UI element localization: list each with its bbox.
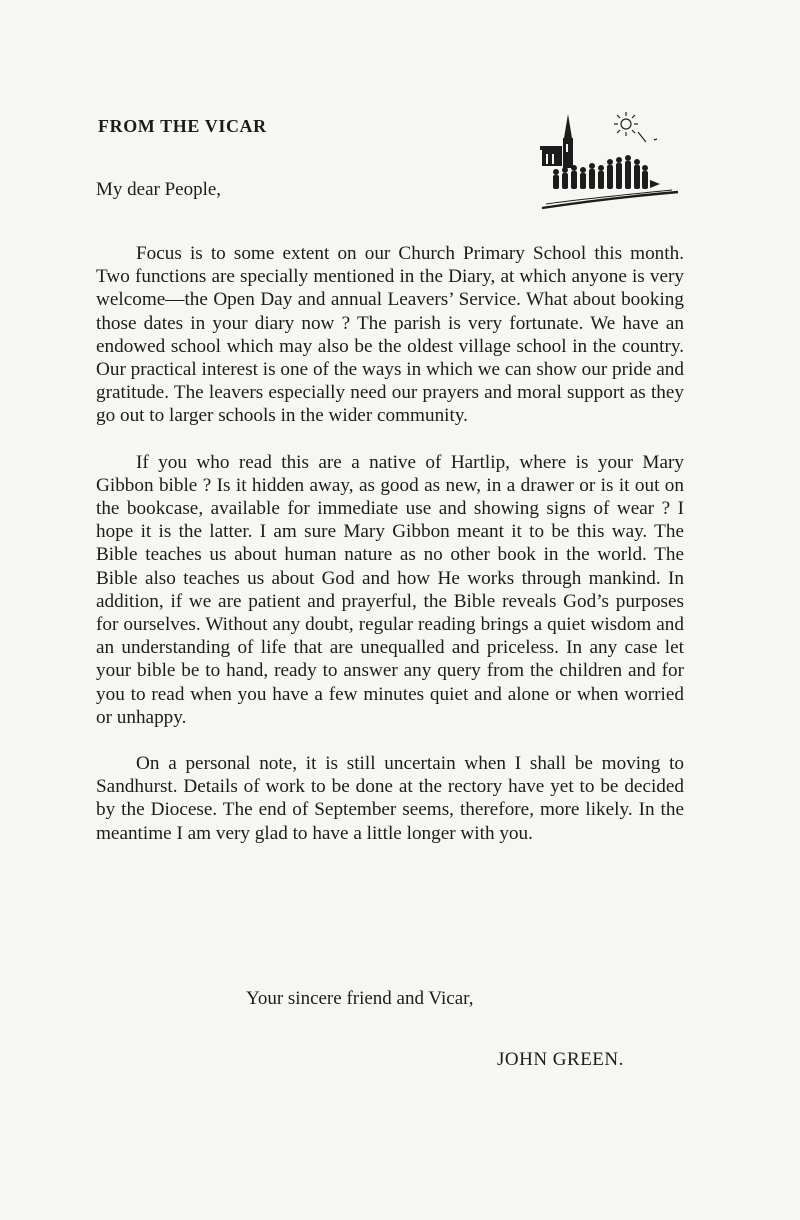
church-icon <box>540 114 573 168</box>
page-title: FROM THE VICAR <box>98 116 267 136</box>
salutation: My dear People, <box>96 179 222 200</box>
letter-body <box>96 242 684 868</box>
paragraph: On a personal note, it is still uncertain when I shall be moving to Sandhurst. Details of work to be done at the rectory have yet to be decided by the Diocese. The end of September seems, therefore, more likely. In the meantime I am very glad to have a little longer with you. <box>96 753 684 844</box>
sun-icon <box>614 112 657 142</box>
church-congregation-icon <box>532 100 682 212</box>
ground-line <box>542 192 678 208</box>
signature: JOHN GREEN. <box>497 1049 624 1070</box>
paragraph: If you who read this are a native of Hartlip, where is your Mary Gibbon bible ? Is it hidden away, as good as new, in a drawer or is it out on the bookcase, available for immediate use and showing signs of wear ? I hope it is the latter. I am sure Mary Gibbon meant it to be this way. The Bible teaches us about human nature as no other book in the world. The Bible also teaches us about God and how He works through mankind. In addition, if we are patient and prayerful, the Bible reveals God’s purposes for ourselves. Without any doubt, regular reading brings a quiet wisdom and an understanding of life that are unequalled and priceless. In any case let your bible be to hand, ready to answer any query from the children and for you to read when you have a few minutes quiet and alone or when worried or unhappy. <box>96 451 684 728</box>
closing-line: Your sincere friend and Vicar, <box>246 988 474 1009</box>
paragraph: Focus is to some extent on our Church Primary School this month. Two functions are specially mentioned in the Diary, at which anyone is very welcome—the Open Day and annual Leavers’ Service. What about booking those dates in your diary now ? The parish is very fortunate. We have an endowed school which may also be the oldest village school in the country. Our practical interest is one of the ways in which we can show our pride and gratitude. The leavers especially need our prayers and moral support as they go out to larger schools in the wider community. <box>96 243 684 427</box>
